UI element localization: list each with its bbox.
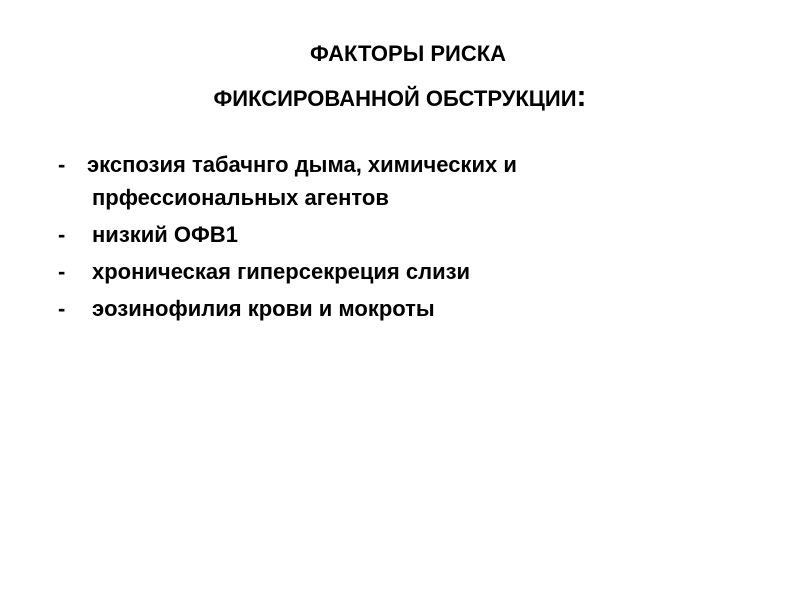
list-item-text: низкий ОФВ1 (92, 222, 238, 247)
title-line-1 (8, 41, 800, 67)
bullet-marker: - (58, 152, 66, 177)
list-item (58, 292, 517, 325)
bullet-marker: - (58, 259, 66, 284)
list-item-text: эозинофилия крови и мокроты (92, 296, 435, 321)
list-item-text-continued: прфессиональных агентов (92, 185, 389, 210)
title-line-2 (0, 80, 800, 113)
list-item-text: хроническая гиперсекреция слизи (92, 259, 471, 284)
risk-factor-list (58, 148, 517, 329)
bullet-marker: - (58, 296, 66, 321)
list-item (58, 148, 517, 214)
list-item (58, 218, 517, 251)
list-item-text: экспозия табачнго дыма, химических и (87, 152, 517, 177)
bullet-marker: - (58, 222, 66, 247)
title-text-1: ФАКТОРЫ РИСКА (309, 41, 507, 66)
list-item (58, 255, 517, 288)
title-colon: : (576, 80, 587, 113)
title-text-2: ФИКСИРОВАННОЙ ОБСТРУКЦИИ (213, 86, 577, 111)
